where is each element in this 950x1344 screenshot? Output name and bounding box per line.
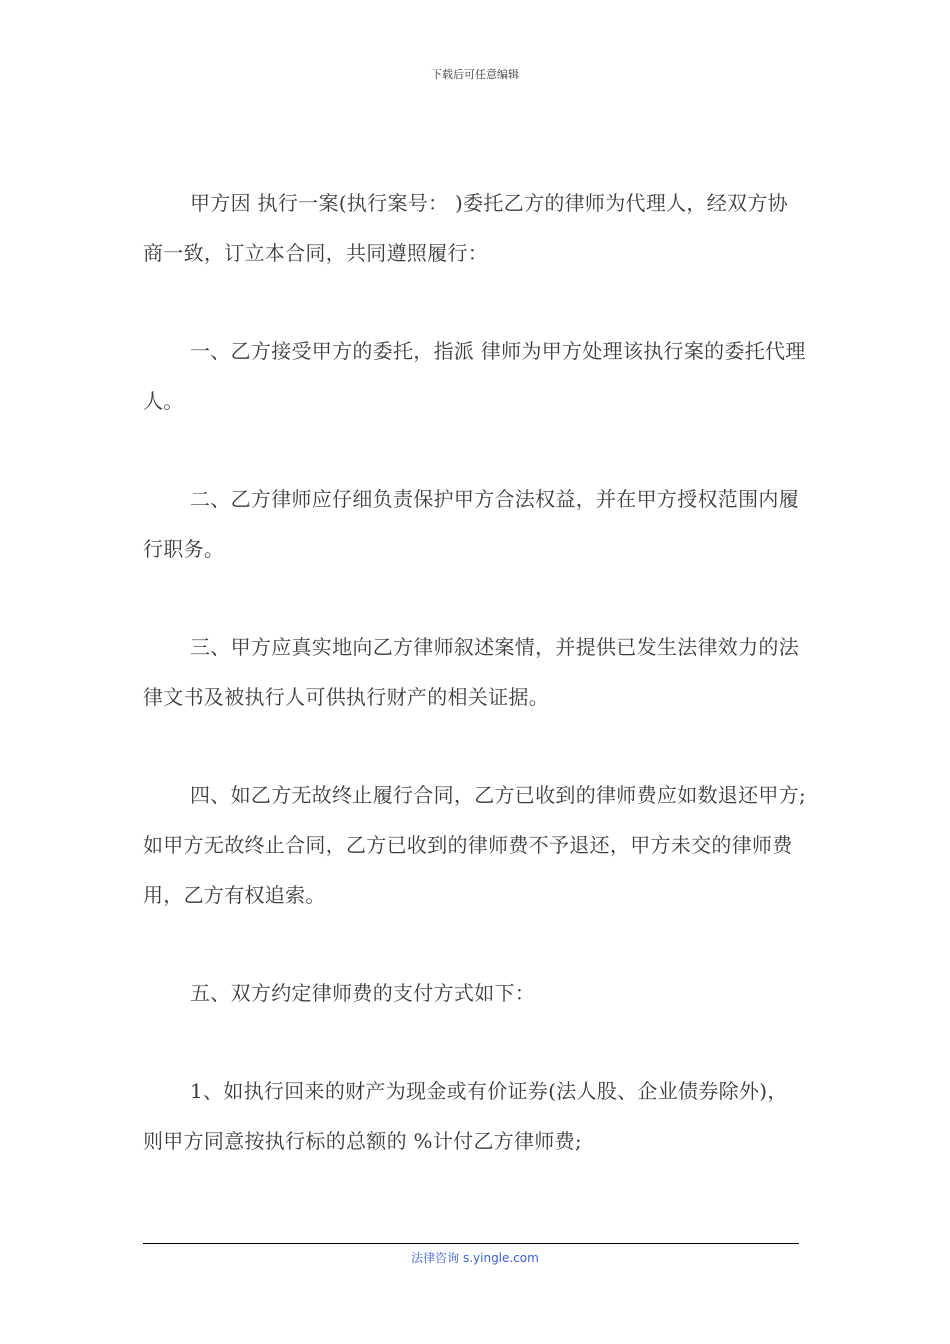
paragraph-intro: 甲方因 执行一案(执行案号： )委托乙方的律师为代理人，经双方协商一致，订立本合同，共同遵照履行： bbox=[143, 191, 788, 265]
paragraph-clause-5-item-1: 1、如执行回来的财产为现金或有价证券(法人股、企业债券除外)，则甲方同意按执行标的总额的 %计付乙方律师费; bbox=[143, 1079, 788, 1153]
paragraph-clause-1: 一、乙方接受甲方的委托，指派 律师为甲方处理该执行案的委托代理人。 bbox=[143, 339, 806, 413]
page-header: 下载后可任意编辑 bbox=[431, 68, 519, 81]
document-body bbox=[143, 178, 807, 1214]
paragraph-clause-2: 二、乙方律师应仔细负责保护甲方合法权益，并在甲方授权范围内履行职务。 bbox=[143, 487, 799, 561]
footer-divider bbox=[143, 1243, 799, 1244]
footer-link[interactable]: 法律咨询 s.yingle.com bbox=[411, 1251, 539, 1265]
paragraph-clause-4: 四、如乙方无故终止履行合同，乙方已收到的律师费应如数退还甲方;如甲方无故终止合同，乙方已收到的律师费不予退还，甲方未交的律师费用，乙方有权追索。 bbox=[143, 783, 807, 907]
paragraph-clause-5: 五、双方约定律师费的支付方式如下： bbox=[190, 981, 536, 1005]
paragraph-clause-3: 三、甲方应真实地向乙方律师叙述案情，并提供已发生法律效力的法律文书及被执行人可供执行财产的相关证据。 bbox=[143, 635, 799, 709]
